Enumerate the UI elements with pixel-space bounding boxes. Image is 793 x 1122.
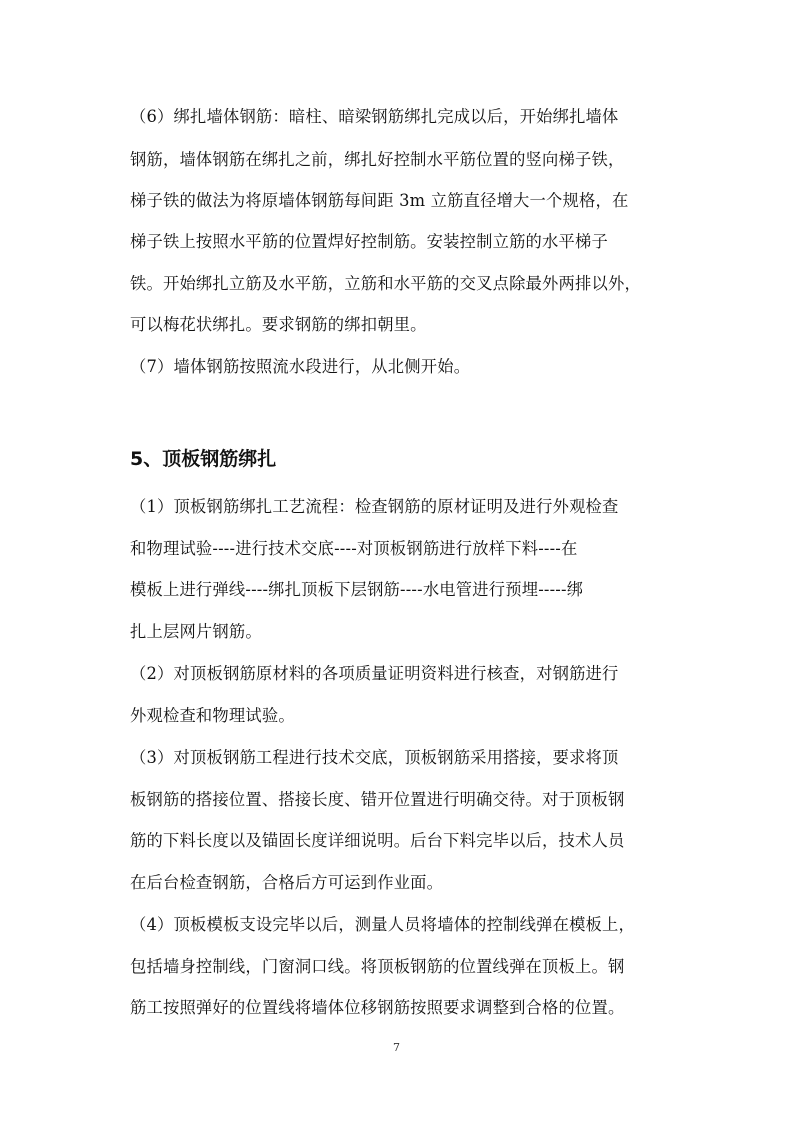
paragraph-line: 外观检查和物理试验。 (130, 706, 295, 725)
page-number: 7 (393, 1041, 400, 1054)
paragraph-line: 筋工按照弹好的位置线将墙体位移钢筋按照要求调整到合格的位置。 (130, 998, 625, 1017)
section-heading: 5、顶板钢筋绑扎 (130, 448, 277, 470)
paragraph-line: （4）顶板模板支设完毕以后，测量人员将墙体的控制线弹在模板上， (130, 915, 635, 934)
paragraph-line: （7）墙体钢筋按照流水段进行，从北侧开始。 (130, 357, 471, 376)
paragraph-line: 梯子铁上按照水平筋的位置焊好控制筋。安装控制立筋的水平梯子 (130, 232, 608, 251)
paragraph-line: 板钢筋的搭接位置、搭接长度、错开位置进行明确交待。对于顶板钢 (130, 790, 625, 809)
paragraph-line: （6）绑扎墙体钢筋：暗柱、暗梁钢筋绑扎完成以后，开始绑扎墙体 (130, 107, 619, 126)
paragraph-line: （1）顶板钢筋绑扎工艺流程：检查钢筋的原材证明及进行外观检查 (130, 497, 619, 516)
paragraph-line: 钢筋，墙体钢筋在绑扎之前，绑扎好控制水平筋位置的竖向梯子铁， (130, 150, 625, 169)
paragraph-line: （3）对顶板钢筋工程进行技术交底，顶板钢筋采用搭接，要求将顶 (130, 748, 619, 767)
paragraph-line: 在后台检查钢筋，合格后方可运到作业面。 (130, 873, 444, 892)
paragraph-line: 扎上层网片钢筋。 (130, 622, 262, 641)
paragraph-line: （2）对顶板钢筋原材料的各项质量证明资料进行核查，对钢筋进行 (130, 664, 619, 683)
paragraph-line: 梯子铁的做法为将原墙体钢筋每间距 3m 立筋直径增大一个规格，在 (130, 191, 629, 210)
paragraph-line: 和物理试验----进行技术交底----对顶板钢筋进行放样下料----在 (130, 539, 578, 558)
paragraph-line: 包括墙身控制线，门窗洞口线。将顶板钢筋的位置线弹在顶板上。钢 (130, 957, 625, 976)
paragraph-line: 可以梅花状绑扎。要求钢筋的绑扣朝里。 (130, 315, 427, 334)
paragraph-line: 铁。开始绑扎立筋及水平筋，立筋和水平筋的交叉点除最外两排以外， (130, 274, 641, 293)
paragraph-line: 筋的下料长度以及锚固长度详细说明。后台下料完毕以后，技术人员 (130, 831, 625, 850)
paragraph-line: 模板上进行弹线----绑扎顶板下层钢筋----水电管进行预埋-----绑 (130, 580, 584, 599)
